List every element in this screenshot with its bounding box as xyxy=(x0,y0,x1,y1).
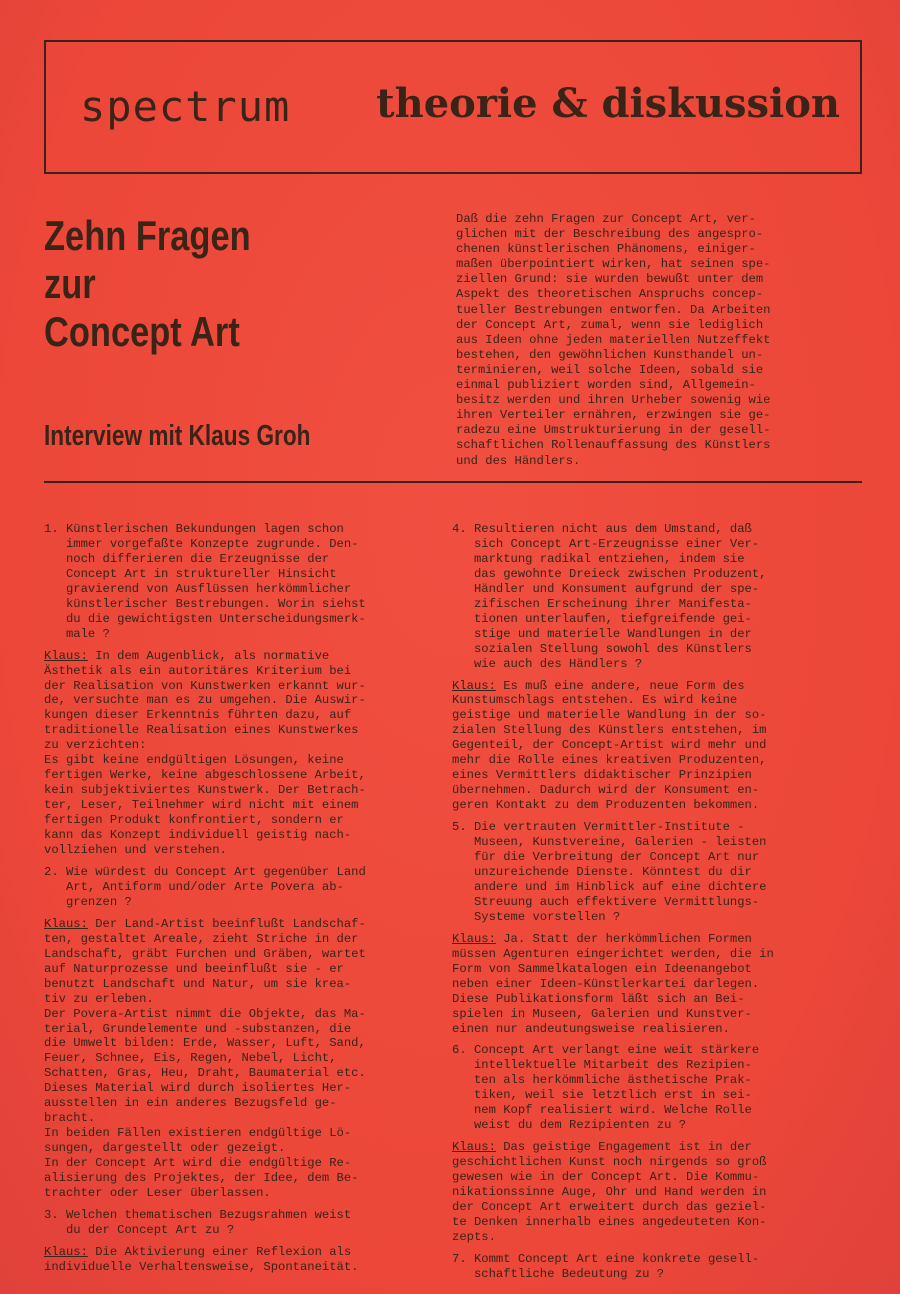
question-3: 3. Welchen thematischen Bezugsrahmen weist du der Concept Art zu ? xyxy=(44,1207,352,1237)
speaker-label: Klaus: xyxy=(452,1140,496,1155)
title-line-1: Zehn Fragen xyxy=(44,212,251,259)
answer-text: Ja. Statt der herkömmlichen Formen müssen Agenturen eingerichtet werden, die in Form von Sammelkatalogen ein Ideenangebot neben einer Ideen-Künstlerkartei darlegen. Diese Publikationsform läßt sich an Bei- spielen in Museen, Galerien und Kunstver- einen nur andeutungsweise realisieren. xyxy=(452,931,774,1036)
speaker-label: Klaus: xyxy=(44,1244,88,1259)
answer-2 xyxy=(44,917,434,1201)
answer-text: In dem Augenblick, als normative Ästhetik als ein autoritäres Kriterium bei der Realisation von Kunstwerken erkannt wur- de, versuchte man es zu umgehen. Die Auswir- kungen dieser Erkenntnis führten dazu, auf traditionelle Realisation eines Kunstwerkes zu verzichten: Es gibt keine endgültigen Lösungen, keine fertigen Werke, keine abgeschlossene Arbeit, kein subjektiviertes Kunstwerk. Der Betrach- ter, Leser, Teilnehmer wird nicht mit einem fertigen Produkt konfrontiert, sondern er kann das Konzept individuell geistig nach- vollziehen und verstehen. xyxy=(44,648,366,858)
answer-3 xyxy=(44,1245,434,1275)
question-6: 6. Concept Art verlangt eine weit stärkere intellektuelle Mitarbeit des Rezipien- ten als herkömmliche ästhetische Prak- tiken, weil sie letztlich erst in sei- nem Kopf realisiert wird. Welche Rolle weist du dem Rezipienten zu ? xyxy=(452,1043,760,1133)
article-title xyxy=(44,212,356,356)
title-line-2: zur xyxy=(44,260,96,307)
question-2: 2. Wie würdest du Concept Art gegenüber Land Art, Antiform und/oder Arte Povera ab- grenzen ? xyxy=(44,864,366,909)
column-right xyxy=(452,522,842,1289)
answer-text: Es muß eine andere, neue Form des Kunstumschlags entstehen. Es wird keine geistige und materielle Wandlung in der so- zialen Stellung des Künstlers entstehen, im Gegenteil, der Concept-Artist wird mehr und mehr die Rolle eines kreativen Produzenten, eines Vermittlers didaktischer Prinzipien übernehmen. Dadurch wird der Konsument en- geren Kontakt zu dem Produzenten bekommen. xyxy=(452,678,767,813)
question-5: 5. Die vertrauten Vermittler-Institute - Museen, Kunstvereine, Galerien - leisten für die Verbreitung der Concept Art nur unzureichende Dienste. Könntest du dir andere und im Hinblick auf eine dichtere Streuung auch effektivere Vermittlungs- Systeme vorstellen ? xyxy=(452,820,767,924)
question-1: 1. Künstlerischen Bekundungen lagen schon immer vorgefaßte Konzepte zugrunde. Den- noch differieren die Erzeugnisse der Concept Art in struktureller Hinsicht gravierend von Ausflüssen herkömmlicher künstlerischer Bestrebungen. Worin siehst du die gewichtigsten Unterscheidungsmerk- male ? xyxy=(44,522,366,641)
column-left xyxy=(44,522,434,1282)
masthead-spectrum: spectrum xyxy=(80,82,291,131)
answer-5 xyxy=(452,932,842,1037)
question-4: 4. Resultieren nicht aus dem Umstand, daß sich Concept Art-Erzeugnisse einer Ver- marktung radikal entziehen, indem sie das gewohnte Dreieck zwischen Produzent, Händler und Konsument aufgrund der spe- zifischen Erscheinung ihrer Manifesta- tionen unterlaufen, tiefgreifende gei- stige und materielle Wandlungen in der sozialen Stellung sowohl des Künstlers wie auch des Händlers ? xyxy=(452,522,767,671)
title-line-3: Concept Art xyxy=(44,308,240,355)
divider-rule xyxy=(44,481,862,483)
speaker-label: Klaus: xyxy=(44,916,88,931)
speaker-label: Klaus: xyxy=(44,648,88,663)
masthead-section: theorie & diskussion xyxy=(376,80,840,127)
question-7: 7. Kommt Concept Art eine konkrete gesell- schaftliche Bedeutung zu ? xyxy=(452,1251,760,1281)
speaker-label: Klaus: xyxy=(452,931,496,946)
answer-1 xyxy=(44,649,434,858)
answer-4 xyxy=(452,679,842,814)
speaker-label: Klaus: xyxy=(452,678,496,693)
article-subtitle: Interview mit Klaus Groh xyxy=(44,420,311,452)
answer-6 xyxy=(452,1140,842,1245)
intro-paragraph: Daß die zehn Fragen zur Concept Art, ver- glichen mit der Beschreibung des angespro- chenen künstlerischen Phänomens, einiger- maßen überpointiert wirken, hat seinen spe- ziellen Grund: sie wurden bewußt unter dem Aspekt des theoretischen Anspruchs concep- tueller Bestrebungen entworfen. Da Arbeiten der Concept Art, zumal, wenn sie lediglich aus Ideen ohne jeden materiellen Nutzeffekt bestehen, den gewöhnlichen Kunsthandel un- terminieren, weil solche Ideen, sobald sie einmal publiziert worden sind, Allgemein- besitz werden und ihren Urheber sowenig wie ihren Verteiler ernähren, erzwingen sie ge- radezu eine Umstrukturierung in der gesell- schaftlichen Rollenauffassung des Künstlers und des Händlers. xyxy=(456,212,771,468)
answer-text: Die Aktivierung einer Reflexion als individuelle Verhaltensweise, Spontaneität. xyxy=(44,1244,359,1274)
masthead-box xyxy=(44,40,862,174)
answer-text: Der Land-Artist beeinflußt Landschaf- ten, gestaltet Areale, zieht Striche in der Landschaft, gräbt Furchen und Gräben, wartet auf Naturprozesse und beeinflußt sie - er benutzt Landschaft und Natur, um sie krea- tiv zu erleben. Der Povera-Artist nimmt die Objekte, das Ma- terial, Grundelemente und -substanzen, die die Umwelt bilden: Erde, Wasser, Luft, Sand, Feuer, Schnee, Eis, Regen, Nebel, Licht, Schatten, Gras, Heu, Draht, Baumaterial etc. Dieses Material wird durch isoliertes Her- ausstellen in ein anderes Bezugsfeld ge- bracht. In beiden Fällen existieren endgültige Lö- sungen, dargestellt oder gezeigt. In der Concept Art wird die endgültige Re- alisierung des Projektes, der Idee, dem Be- trachter oder Leser überlassen. xyxy=(44,916,366,1200)
answer-text: Das geistige Engagement ist in der geschichtlichen Kunst noch nirgends so groß gewesen wie in der Concept Art. Die Kommu- nikationssinne Auge, Ohr und Hand werden in der Concept Art erweitert durch das geziel- te Denken innerhalb eines angedeuteten Kon- zepts. xyxy=(452,1140,767,1244)
